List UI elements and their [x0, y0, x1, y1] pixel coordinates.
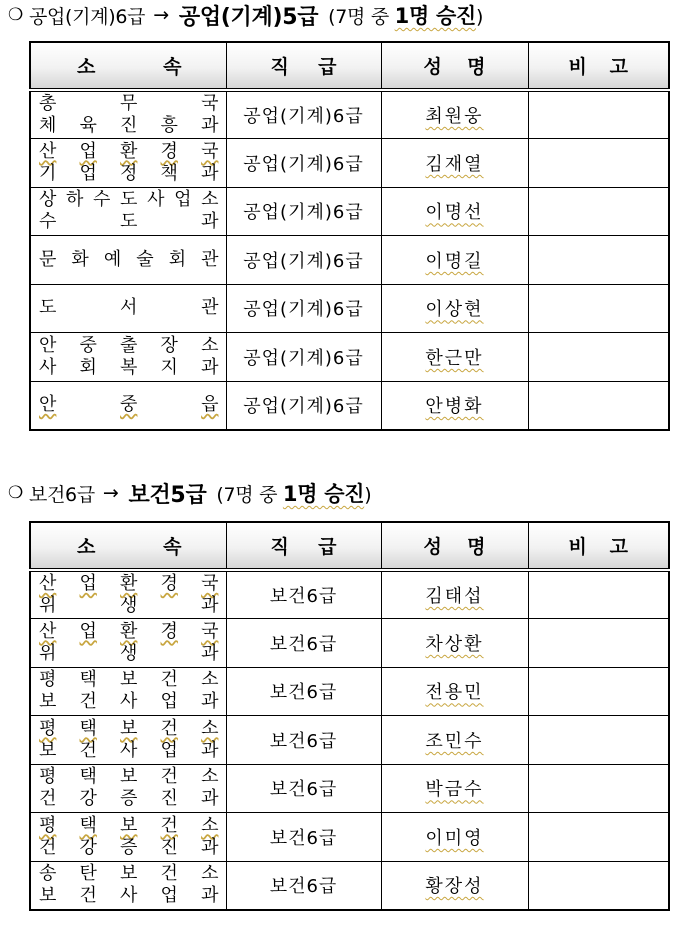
person-name: 김재열 [425, 153, 484, 175]
affiliation-line: 건 강 증 진 과 [39, 788, 219, 810]
table-header-row [30, 522, 669, 570]
affiliation-line: 총 무 국 [39, 93, 219, 114]
cell-grade: 보건6급 [226, 861, 381, 910]
cell-affiliation [30, 861, 226, 910]
cell-affiliation [30, 284, 226, 333]
cell-name [381, 570, 528, 619]
table-row [30, 619, 669, 668]
header-name: 성 명 [381, 42, 528, 90]
cell-name [381, 236, 528, 285]
cell-note [528, 813, 669, 862]
affiliation-line: 안 중 출 장 소 [39, 334, 219, 356]
table-row [30, 333, 669, 382]
table-row [30, 284, 669, 333]
affiliation-line: 도 서 관 [39, 297, 219, 319]
table-row [30, 716, 669, 765]
to-grade: 공업(기계)5급 [178, 4, 319, 30]
table-row [30, 764, 669, 813]
cell-affiliation [30, 716, 226, 765]
header-grade: 직 급 [226, 522, 381, 570]
table-row [30, 236, 669, 285]
header-name: 성 명 [381, 522, 528, 570]
cell-affiliation [30, 570, 226, 619]
table-row [30, 667, 669, 716]
affiliation-line: 보 건 사 업 과 [39, 885, 219, 906]
cell-name [381, 90, 528, 139]
person-name: 이미영 [425, 827, 484, 849]
table-row [30, 90, 669, 139]
cell-name [381, 284, 528, 333]
cell-name [381, 333, 528, 382]
cell-name [381, 667, 528, 716]
to-grade: 보건5급 [128, 482, 207, 508]
affiliation-line: 문 화 예 술 회 관 [39, 248, 219, 270]
cell-name [381, 716, 528, 765]
affiliation-line: 평 택 보 건 소 [39, 717, 219, 739]
table-row [30, 861, 669, 910]
cell-grade: 공업(기계)6급 [226, 236, 381, 285]
from-grade: 공업(기계)6급 [28, 5, 146, 28]
cell-affiliation [30, 187, 226, 236]
affiliation-line: 보 건 사 업 과 [39, 739, 219, 761]
cell-grade: 공업(기계)6급 [226, 139, 381, 188]
affiliation-line: 사 회 복 지 과 [39, 356, 219, 378]
table-row [30, 187, 669, 236]
cell-name [381, 813, 528, 862]
cell-grade: 보건6급 [226, 570, 381, 619]
affiliation-line: 평 택 보 건 소 [39, 669, 219, 691]
header-grade: 직 급 [226, 42, 381, 90]
cell-grade: 공업(기계)6급 [226, 284, 381, 333]
cell-grade: 공업(기계)6급 [226, 187, 381, 236]
header-note: 비 고 [528, 42, 669, 90]
cell-note [528, 764, 669, 813]
cell-grade: 공업(기계)6급 [226, 381, 381, 430]
cell-note [528, 716, 669, 765]
section-title-health [8, 478, 371, 508]
affiliation-line: 평 택 보 건 소 [39, 766, 219, 788]
table-row [30, 139, 669, 188]
cell-name [381, 861, 528, 910]
affiliation-line: 송 탄 보 건 소 [39, 863, 219, 884]
affiliation-line: 평 택 보 건 소 [39, 814, 219, 836]
table-row [30, 570, 669, 619]
promotion-summary: (7명 중 1명 승진) [328, 4, 484, 28]
arrow-icon: → [102, 482, 119, 504]
person-name: 안병화 [425, 396, 484, 417]
from-grade: 보건6급 [28, 483, 95, 506]
cell-name [381, 139, 528, 188]
promotion-table-mechanical [29, 41, 670, 431]
cell-name [381, 619, 528, 668]
promotion-summary: (7명 중 1명 승진) [216, 482, 372, 506]
person-name: 이명선 [425, 202, 484, 224]
affiliation-line: 위 생 과 [39, 595, 219, 616]
promotion-count: 1명 승진 [282, 482, 365, 506]
person-name: 박금수 [425, 779, 484, 801]
affiliation-line: 수 도 과 [39, 211, 219, 233]
cell-grade: 보건6급 [226, 667, 381, 716]
cell-name [381, 764, 528, 813]
cell-note [528, 619, 669, 668]
table-header-row [30, 42, 669, 90]
cell-note [528, 284, 669, 333]
affiliation-line: 건 강 증 진 과 [39, 836, 219, 858]
person-name: 이명길 [425, 250, 484, 272]
cell-grade: 보건6급 [226, 813, 381, 862]
section-title-mechanical [8, 0, 483, 30]
cell-affiliation [30, 236, 226, 285]
cell-grade: 공업(기계)6급 [226, 90, 381, 139]
affiliation-line: 산 업 환 경 국 [39, 140, 219, 162]
cell-note [528, 187, 669, 236]
header-affiliation: 소 속 [30, 522, 226, 570]
person-name: 조민수 [425, 730, 484, 752]
cell-affiliation [30, 333, 226, 382]
arrow-icon: → [153, 4, 169, 26]
affiliation-line: 상 하 수 도 사 업 소 [39, 189, 219, 211]
affiliation-line: 안 중 읍 [39, 394, 219, 415]
person-name: 차상환 [425, 633, 484, 655]
cell-affiliation [30, 667, 226, 716]
cell-note [528, 667, 669, 716]
cell-grade: 공업(기계)6급 [226, 333, 381, 382]
cell-grade: 보건6급 [226, 716, 381, 765]
bullet-icon: ❍ [8, 483, 23, 503]
person-name: 김태섭 [425, 586, 484, 607]
cell-affiliation [30, 381, 226, 430]
cell-note [528, 333, 669, 382]
cell-affiliation [30, 619, 226, 668]
cell-grade: 보건6급 [226, 764, 381, 813]
affiliation-line: 기 업 정 책 과 [39, 162, 219, 184]
person-name: 전용민 [425, 682, 484, 704]
bullet-icon: ❍ [8, 5, 23, 25]
promotion-count: 1명 승진 [394, 4, 476, 28]
promotion-table-health [29, 521, 670, 911]
cell-affiliation [30, 764, 226, 813]
affiliation-line: 산 업 환 경 국 [39, 620, 219, 642]
cell-name [381, 381, 528, 430]
affiliation-line: 위 생 과 [39, 642, 219, 664]
cell-grade: 보건6급 [226, 619, 381, 668]
table-row [30, 813, 669, 862]
table-row [30, 381, 669, 430]
person-name: 한근만 [425, 347, 484, 369]
cell-note [528, 236, 669, 285]
cell-affiliation [30, 90, 226, 139]
person-name: 최원웅 [425, 106, 484, 127]
header-note: 비 고 [528, 522, 669, 570]
person-name: 이상현 [425, 299, 484, 321]
affiliation-line: 체 육 진 흥 과 [39, 115, 219, 136]
cell-affiliation [30, 139, 226, 188]
cell-affiliation [30, 813, 226, 862]
cell-note [528, 570, 669, 619]
affiliation-line: 보 건 사 업 과 [39, 691, 219, 713]
cell-name [381, 187, 528, 236]
person-name: 황장성 [425, 876, 484, 897]
cell-note [528, 381, 669, 430]
cell-note [528, 139, 669, 188]
cell-note [528, 90, 669, 139]
affiliation-line: 산 업 환 경 국 [39, 573, 219, 594]
header-affiliation: 소 속 [30, 42, 226, 90]
cell-note [528, 861, 669, 910]
